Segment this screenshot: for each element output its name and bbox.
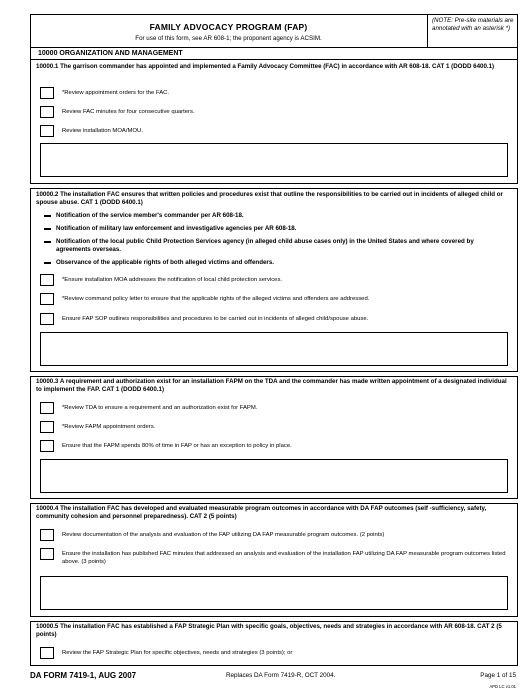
title-block xyxy=(30,14,428,47)
comment-box[interactable] xyxy=(40,332,508,366)
comment-box[interactable] xyxy=(40,143,508,177)
block-separator xyxy=(30,183,518,189)
dash-icon xyxy=(44,228,51,230)
bullet-text: Notification of the service member's commander per AR 608-18. xyxy=(56,212,244,219)
bullet-text: Notification of military law enforcement and investigative agencies per AR 608-18. xyxy=(56,225,297,232)
checkbox[interactable] xyxy=(40,402,54,414)
form-subtitle: For use of this form, see AR 608-1; the proponent agency is ACSIM. xyxy=(135,35,322,42)
requirement-10000-2: 10000.2 The installation FAC ensures that written policies and procedures exist that outline the responsibilities to be carried out in incidents of alleged child or spouse abuse. CAT 1 (DODD 6400.1) xyxy=(36,191,503,206)
dash-icon xyxy=(44,215,51,217)
checkbox[interactable] xyxy=(40,313,54,325)
checklist-item-text: Review FAC minutes for four consecutive quarters. xyxy=(62,109,195,115)
checklist-item[interactable] xyxy=(40,87,510,101)
comment-box[interactable] xyxy=(40,459,508,493)
checkbox[interactable] xyxy=(40,421,54,433)
checkbox[interactable] xyxy=(40,293,54,305)
bullet-text: Observance of the applicable rights of both alleged victims and offenders. xyxy=(56,259,274,266)
checklist-item[interactable] xyxy=(40,529,510,543)
presite-note: (NOTE: Pre-site materials are annotated with an asterisk *) xyxy=(432,17,514,32)
replaces-note: Replaces DA Form 7419-R, OCT 2004. xyxy=(226,672,336,679)
checklist-item-text: *Ensure installation MOA addresses the notification of local child protection services. xyxy=(62,277,283,283)
form-number: DA FORM 7419-1, AUG 2007 xyxy=(30,671,137,680)
checklist-item-text: Ensure that the FAPM spends 80% of time in FAP or has an exception to policy in place. xyxy=(62,443,292,449)
checkbox[interactable] xyxy=(40,440,54,452)
checklist-item[interactable] xyxy=(40,106,510,120)
checklist-item-text: Review the FAP Strategic Plan for specific objectives, needs and strategies (3 points); or xyxy=(62,650,293,656)
checkbox[interactable] xyxy=(40,548,54,560)
checklist-item[interactable] xyxy=(40,647,510,661)
checklist-item[interactable] xyxy=(40,421,510,435)
requirement-10000-1: 10000.1 The garrison commander has appointed and implemented a Family Advocacy Committee (FAC) in accordance with AR 608-18. CAT 1 (DODD 6400.1) xyxy=(36,63,495,70)
checkbox[interactable] xyxy=(40,106,54,118)
form-header xyxy=(30,14,518,48)
checklist-item[interactable] xyxy=(40,402,510,416)
checklist-item-text: *Review TDA to ensure a requirement and an authorization exist for FAPM. xyxy=(62,405,258,411)
checklist-item-text: Ensure the installation has published FAC minutes that addressed an analysis and evaluation of the installation FAP utilizing DA FAP measurable program outcomes listed above. (3 points) xyxy=(62,551,506,565)
checkbox[interactable] xyxy=(40,647,54,659)
section-title: 10000 ORGANIZATION AND MANAGEMENT xyxy=(30,48,518,60)
checklist-item[interactable] xyxy=(40,548,510,572)
dash-icon xyxy=(44,241,51,243)
checklist-item[interactable] xyxy=(40,440,510,454)
checklist-item[interactable] xyxy=(40,125,510,139)
checklist-item[interactable] xyxy=(40,274,510,288)
dash-icon xyxy=(44,262,51,264)
block-separator xyxy=(30,371,518,377)
block-separator xyxy=(30,498,518,504)
version-label: APD LC v1.01 xyxy=(489,684,516,689)
requirement-10000-5: 10000.5 The installation FAC has established a FAP Strategic Plan with specific goals, objectives, needs and strategies in accordance with AR 608-18. CAT 2 (5 points) xyxy=(36,623,502,638)
requirement-10000-3: 10000.3 A requirement and authorization exist for an installation FAPM on the TDA and the commander has made written appointment of a designated individual to implement the FAP. CAT 1 (DODD 6400.1) xyxy=(36,378,507,393)
checklist-item-text: Review installation MOA/MOU. xyxy=(62,128,143,134)
checklist-item[interactable] xyxy=(40,293,510,307)
bullet-text: Notification of the local public Child Protection Services agency (in alleged child abuse cases only) in the United States and where covered by agreements overseas. xyxy=(56,238,474,253)
form-title: FAMILY ADVOCACY PROGRAM (FAP) xyxy=(149,22,308,32)
requirement-10000-4: 10000.4 The installation FAC has developed and evaluated measurable program outcomes in accordance with DA FAP outcomes (self -sufficiency, safety, community cohesion and personnel preparedness). CAT 2 (5 points) xyxy=(36,505,487,520)
checklist-item-text: *Review FAPM appointment orders. xyxy=(62,424,156,430)
checklist-item-text: Ensure FAP SOP outlines responsibilities and procedures to be carried out in incidents of alleged child/spouse abuse. xyxy=(62,316,369,322)
checklist-item[interactable] xyxy=(40,313,510,327)
checkbox[interactable] xyxy=(40,125,54,137)
comment-box[interactable] xyxy=(40,576,508,610)
page-number: Page 1 of 15 xyxy=(480,672,516,679)
checkbox[interactable] xyxy=(40,87,54,99)
block-separator xyxy=(30,616,518,622)
checkbox[interactable] xyxy=(40,274,54,286)
checklist-item-text: *Review command policy letter to ensure that the applicable rights of the alleged victims and offenders are addressed. xyxy=(62,296,370,302)
checkbox[interactable] xyxy=(40,529,54,541)
checklist-item-text: *Review appointment orders for the FAC. xyxy=(62,90,170,96)
checklist-item-text: Review documentation of the analysis and evaluation of the FAP utilizing DA FAP measurable program outcomes. (2 points) xyxy=(62,532,385,538)
